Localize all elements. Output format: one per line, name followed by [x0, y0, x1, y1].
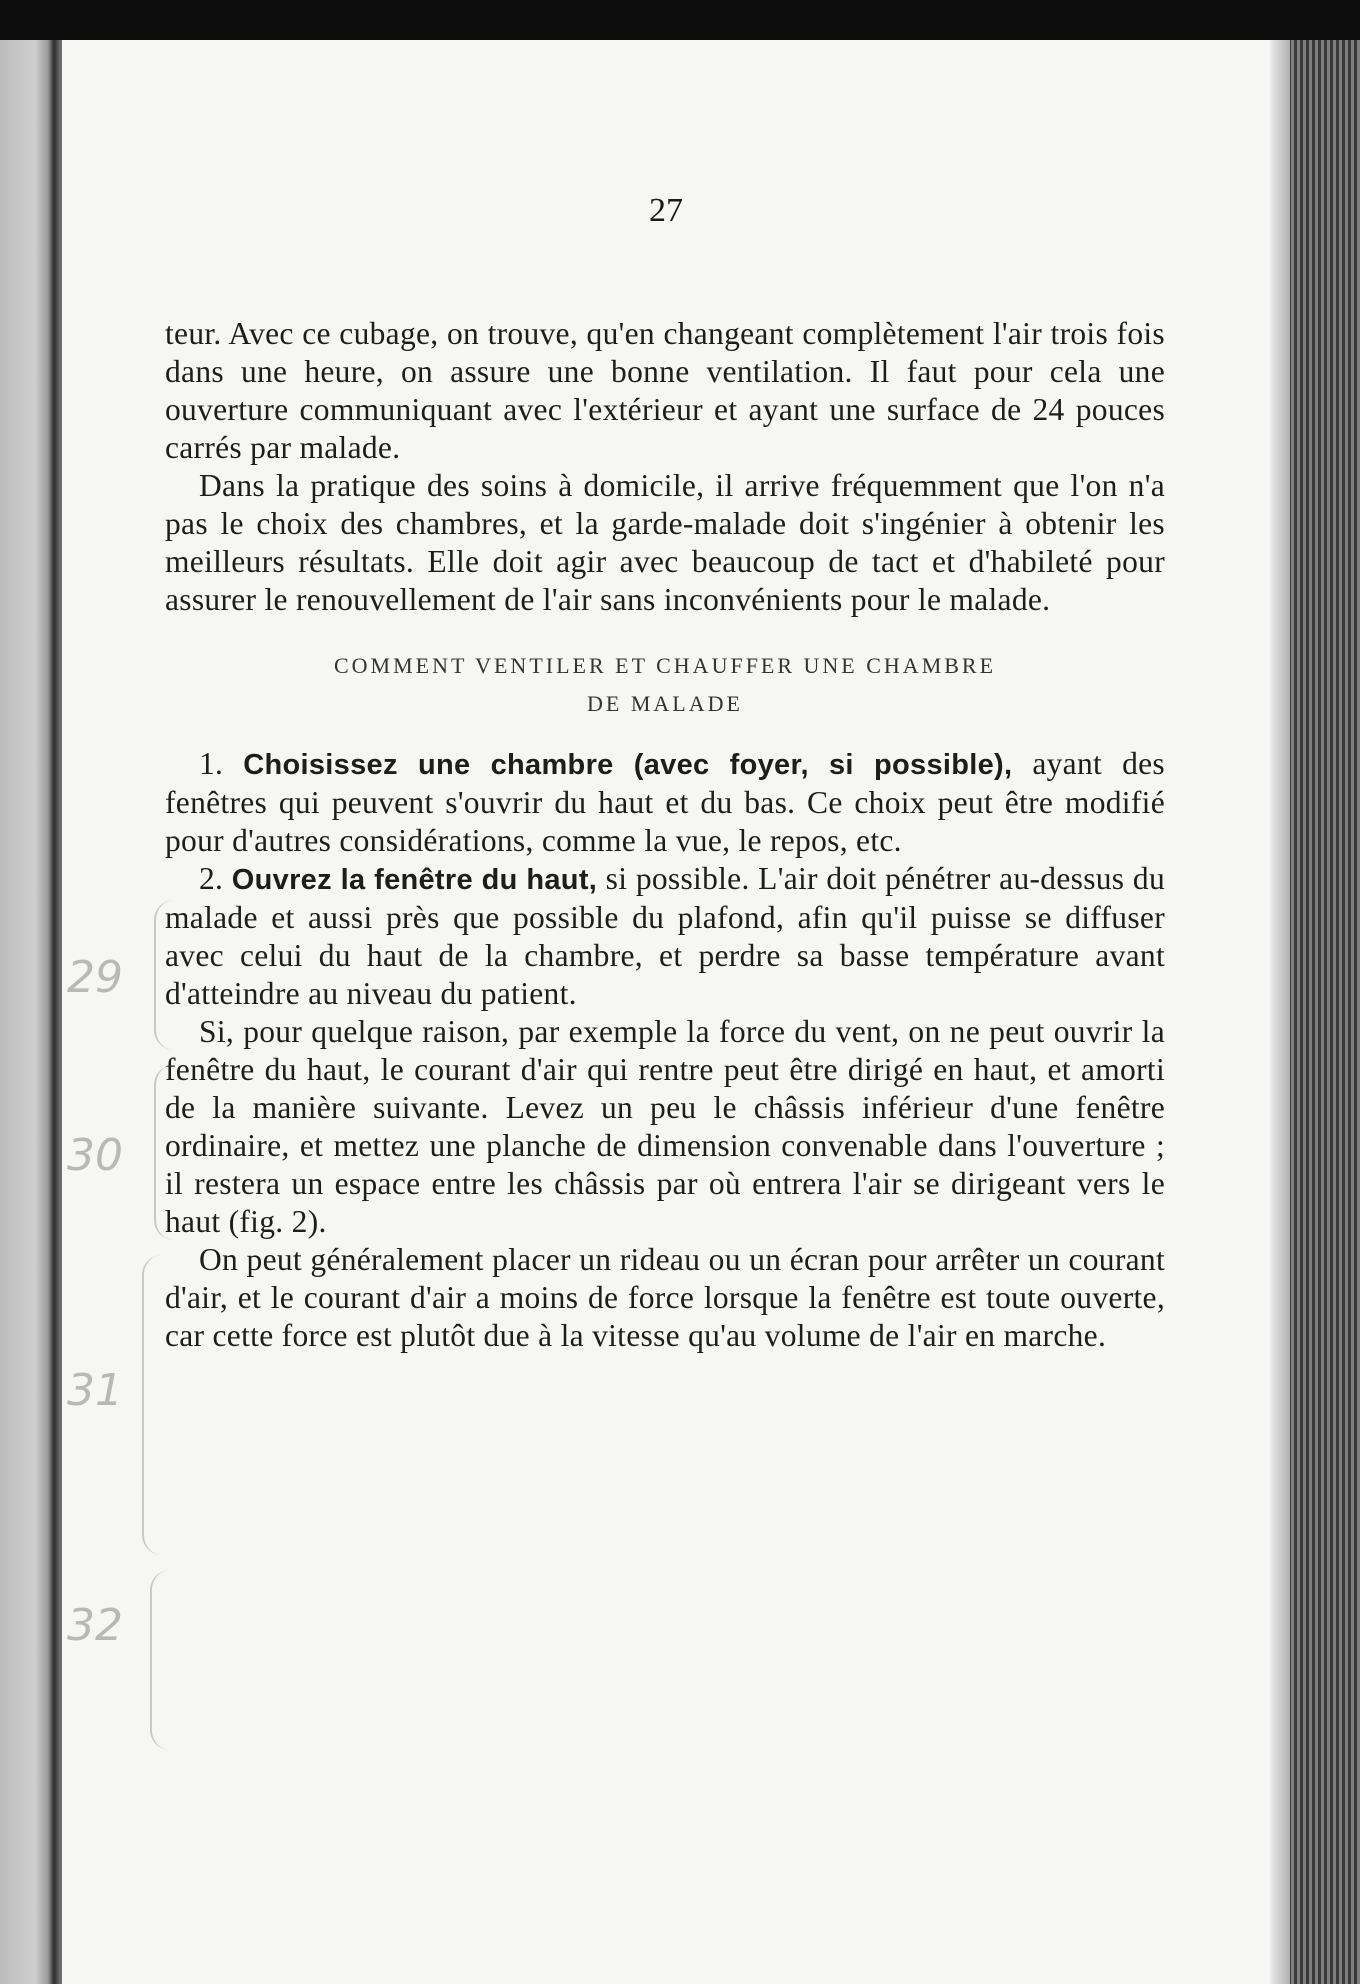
item-2-text: si possible. L'air doit pénétrer au-dessus du malade et aussi près que possible du plafond, afin qu'il puisse se diffuser avec celui du haut de la chambre, et perdre sa basse température avant d'atteindre au niveau du patient.: [165, 861, 1165, 1011]
page-body: [165, 315, 1165, 1355]
margin-bracket-31: [142, 1255, 162, 1555]
book-left-edge: [0, 40, 62, 1984]
paragraph-4: On peut généralement placer un rideau ou un écran pour arrêter un courant d'air, et le courant d'air a moins de force lorsque la fenêtre est toute ouverte, car cette force est plutôt due à la vitesse qu'au volume de l'air en marche.: [165, 1242, 1165, 1353]
margin-note-32: 32: [67, 1600, 123, 1651]
book-right-edge: [1270, 40, 1360, 1984]
section-heading: [165, 647, 1165, 723]
margin-bracket-29: [154, 900, 174, 1050]
list-item-2: [165, 860, 1165, 1013]
margin-note-30: 30: [67, 1130, 123, 1181]
margin-note-29: 29: [67, 952, 123, 1003]
list-item-1: [165, 745, 1165, 860]
page-number: 27: [649, 192, 683, 229]
item-1-text: ayant des fenêtres qui peuvent s'ouvrir du haut et du bas. Ce choix peut être modifié pour d'autres considérations, comme la vue, le repos, etc.: [165, 746, 1165, 858]
margin-bracket-32: [150, 1570, 170, 1750]
item-2-number: 2.: [199, 861, 224, 896]
item-1-bold: Choisissez une chambre (avec foyer, si possible),: [243, 749, 1013, 781]
item-1-number: 1.: [199, 746, 224, 781]
section-heading-line-1: COMMENT VENTILER ET CHAUFFER UNE CHAMBRE: [333, 653, 997, 678]
paragraph-1: teur. Avec ce cubage, on trouve, qu'en changeant complètement l'air trois fois dans une heure, on assure une bonne ventilation. Il faut pour cela une ouverture communiquant avec l'extérieur et ayant une surface de 24 pouces carrés par malade.: [165, 316, 1165, 465]
item-2-bold: Ouvrez la fenêtre du haut,: [231, 864, 598, 896]
book-page: [62, 40, 1270, 1984]
margin-bracket-30: [154, 1065, 174, 1240]
paragraph-2: Dans la pratique des soins à domicile, il arrive fréquemment que l'on n'a pas le choix des chambres, et la garde-malade doit s'ingénier à obtenir les meilleurs résultats. Elle doit agir avec beaucoup de tact et d'habileté pour assurer le renouvellement de l'air sans inconvénients pour le malade.: [165, 468, 1165, 617]
margin-note-31: 31: [67, 1365, 123, 1416]
section-heading-line-2: DE MALADE: [587, 691, 743, 716]
paragraph-3: Si, pour quelque raison, par exemple la force du vent, on ne peut ouvrir la fenêtre du haut, le courant d'air qui rentre peut être dirigé en haut, et amorti de la manière suivante. Levez un peu le châssis inférieur d'une fenêtre ordinaire, et mettez une planche de dimension convenable dans l'ouverture ; il restera un espace entre les châssis par où entrera l'air se dirigeant vers le haut (fig. 2).: [165, 1014, 1165, 1239]
